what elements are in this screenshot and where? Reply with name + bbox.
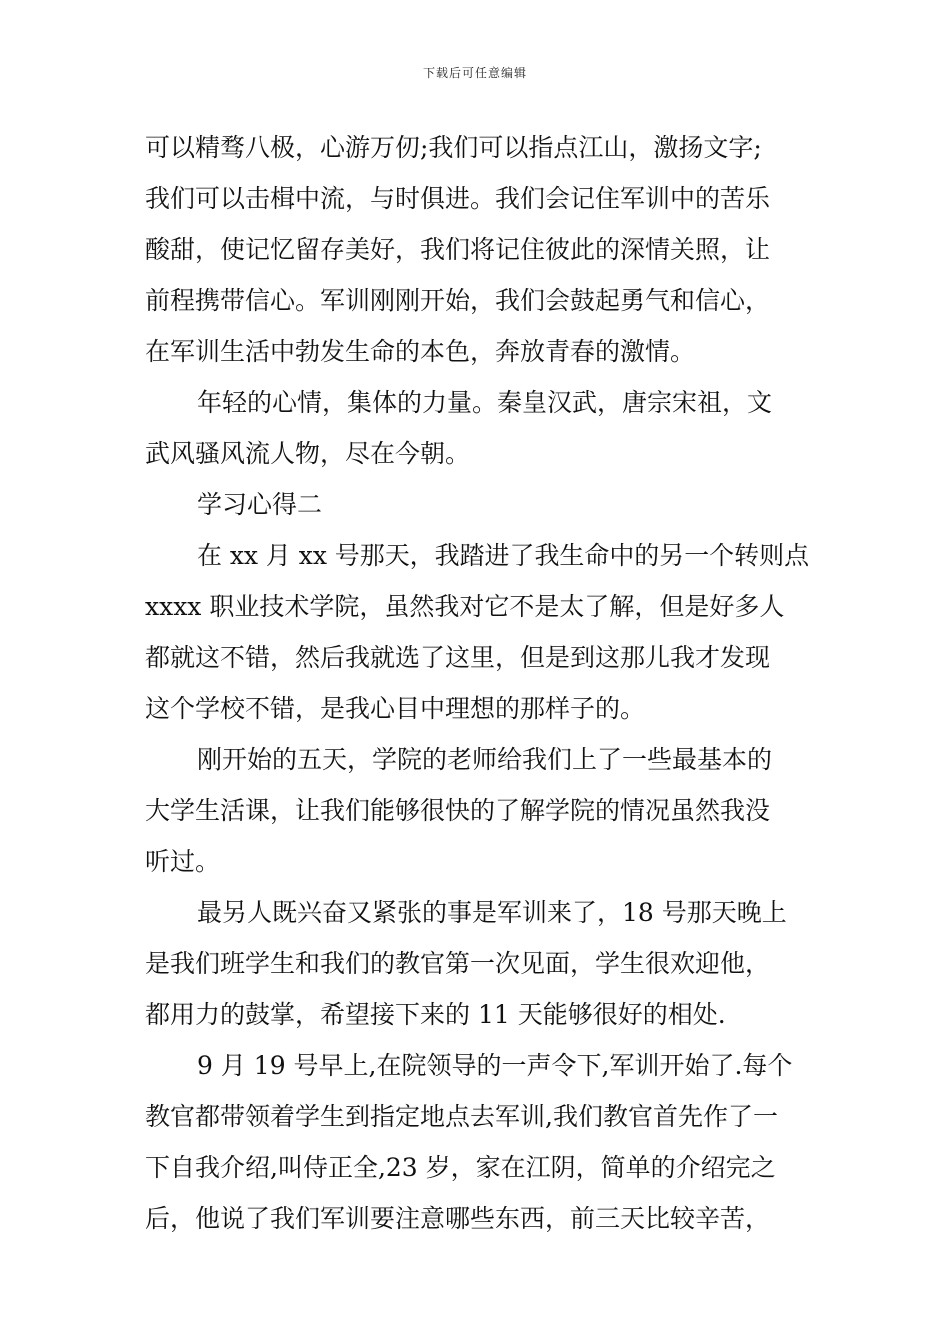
document-body bbox=[145, 128, 809, 1250]
text-line: 是我们班学生和我们的教官第一次见面，学生很欢迎他， bbox=[145, 949, 771, 978]
text-line: 前程携带信心。军训刚刚开始，我们会鼓起勇气和信心， bbox=[145, 286, 771, 315]
text-line: 都用力的鼓掌，希望接下来的 11 天能够很好的相处. bbox=[145, 1000, 726, 1029]
text-line: 下自我介绍,叫侍正全,23 岁，家在江阴，简单的介绍完之 bbox=[145, 1153, 776, 1182]
text-line: 我们可以击楫中流，与时俱进。我们会记住军训中的苦乐 bbox=[145, 184, 771, 213]
text-line: 酸甜，使记忆留存美好，我们将记住彼此的深情关照，让 bbox=[145, 235, 771, 264]
text-line: 这个学校不错，是我心目中理想的那样子的。 bbox=[145, 694, 646, 723]
text-line: 武风骚风流人物，尽在今朝。 bbox=[145, 439, 471, 468]
text-line: 后，他说了我们军训要注意哪些东西，前三天比较辛苦， bbox=[145, 1204, 771, 1233]
text-line: 9 月 19 号早上,在院领导的一声令下,军训开始了.每个 bbox=[197, 1051, 793, 1080]
text-line: 刚开始的五天，学院的老师给我们上了一些最基本的 bbox=[197, 745, 773, 774]
text-line: 年轻的心情，集体的力量。秦皇汉武，唐宗宋祖，文 bbox=[197, 388, 773, 417]
text-line: 学习心得二 bbox=[197, 490, 323, 519]
text-line: 都就这不错，然后我就选了这里，但是到这那儿我才发现 bbox=[145, 643, 771, 672]
text-line: 可以精骛八极，心游万仞;我们可以指点江山，激扬文字; bbox=[145, 133, 762, 162]
text-line: 听过。 bbox=[145, 847, 221, 876]
text-line: 在军训生活中勃发生命的本色，奔放青春的激情。 bbox=[145, 337, 696, 366]
text-line: xxxx 职业技术学院，虽然我对它不是太了解，但是好多人 bbox=[145, 592, 785, 621]
page-header: 下载后可任意编辑 bbox=[422, 66, 527, 80]
text-line: 在 xx 月 xx 号那天，我踏进了我生命中的另一个转则点 bbox=[197, 541, 810, 570]
text-line: 教官都带领着学生到指定地点去军训,我们教官首先作了一 bbox=[145, 1102, 778, 1131]
text-line: 最另人既兴奋又紧张的事是军训来了，18 号那天晚上 bbox=[197, 898, 787, 927]
text-line: 大学生活课，让我们能够很快的了解学院的情况虽然我没 bbox=[145, 796, 771, 825]
